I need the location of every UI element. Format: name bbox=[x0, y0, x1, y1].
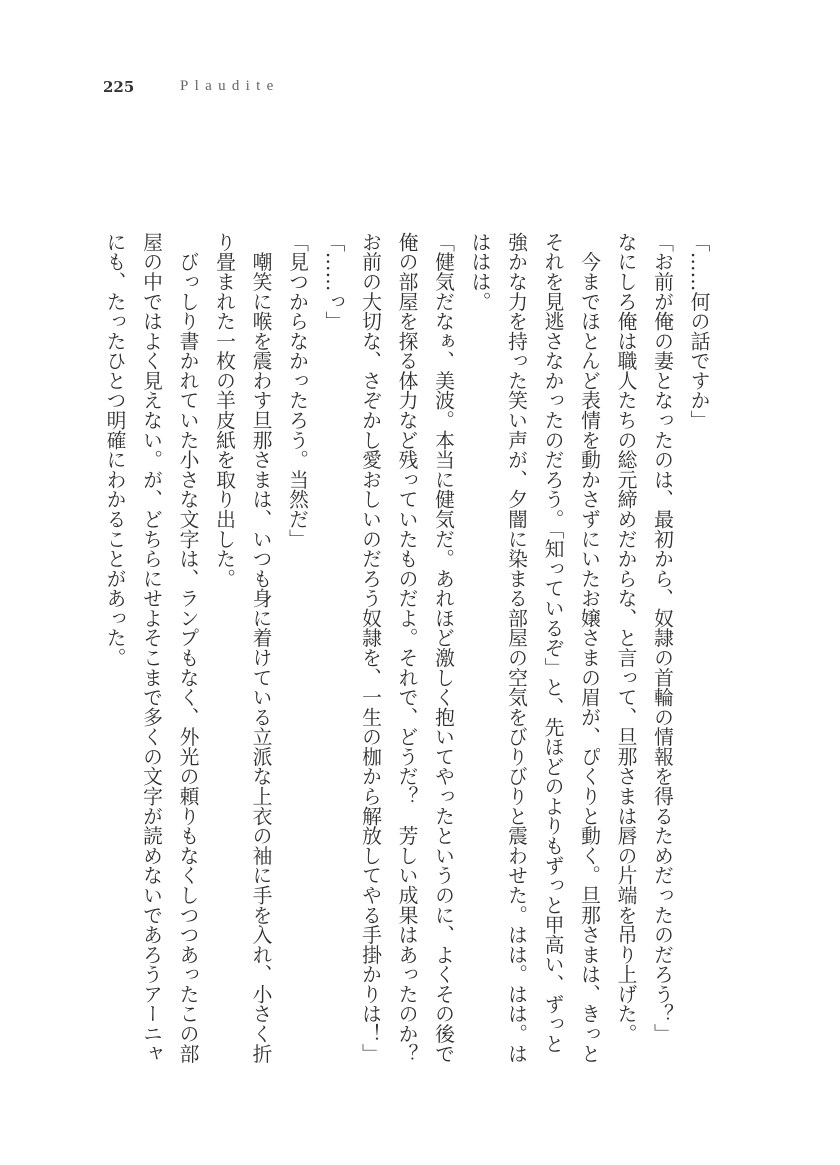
text-line: 「お前が俺の妻となったのは、最初から、奴隷の首輪の情報を得るためだったのだろう？」 bbox=[650, 232, 674, 1044]
text-line: それを見逃さなかったのだろう。「知っているぞ」と、先ほどのよりもずっと甲高い、ずっと bbox=[541, 232, 564, 1054]
text-line: 「……何の話ですか」 bbox=[687, 232, 710, 430]
text-line: り畳まれた一枚の羊皮紙を取り出した。 bbox=[212, 232, 236, 589]
page-number: 225 bbox=[103, 78, 135, 96]
running-title: Plaudite bbox=[180, 78, 280, 94]
text-line: 今までほとんど表情を動かさずにいたお嬢さまの眉が、ぴくりと動く。旦那さまは、きっと bbox=[577, 232, 601, 1064]
text-line: 嘲笑に喉を震わす旦那さまは、いつも身に着けている立派な上衣の袖に手を入れ、小さく折 bbox=[249, 232, 272, 1064]
text-line: お前の大切な、さぞかし愛おしいのだろう奴隷を、一生の枷から解放してやる手掛かりは！」 bbox=[358, 232, 382, 1064]
text-line: 屋の中ではよく見えない。が、どちらにせよそこまで多くの文字が読めないであろうアーニャ bbox=[139, 232, 163, 1064]
text-line: 「……っ」 bbox=[322, 232, 345, 331]
text-line: 「見つからなかったろう。当然だ」 bbox=[285, 232, 309, 549]
text-line: びっしり書かれていた小さな文字は、ランプもなく、外光の頼りもなくしつつあったこの部 bbox=[176, 232, 199, 1064]
text-line: 強かな力を持った笑い声が、夕闇に染まる部屋の空気をびりびりと震わせた。はは。はは。は bbox=[504, 232, 528, 1064]
text-line: ははは。 bbox=[468, 232, 491, 312]
body-text bbox=[95, 232, 716, 1092]
text-line: にも、たったひとつ明確にわかることがあった。 bbox=[103, 232, 126, 668]
text-line: 俺の部屋を探る体力など残っていたものだよ。それで、どうだ？ 芳しい成果はあったのか？ bbox=[395, 232, 418, 1064]
text-line: なにしろ俺は職人たちの総元締めだからな、と言って、旦那さまは唇の片端を吊り上げた。 bbox=[614, 232, 637, 1044]
text-line: 「健気だなぁ、美波。本当に健気だ。あれほど激しく抱いてやったというのに、よくその後で bbox=[431, 232, 455, 1064]
